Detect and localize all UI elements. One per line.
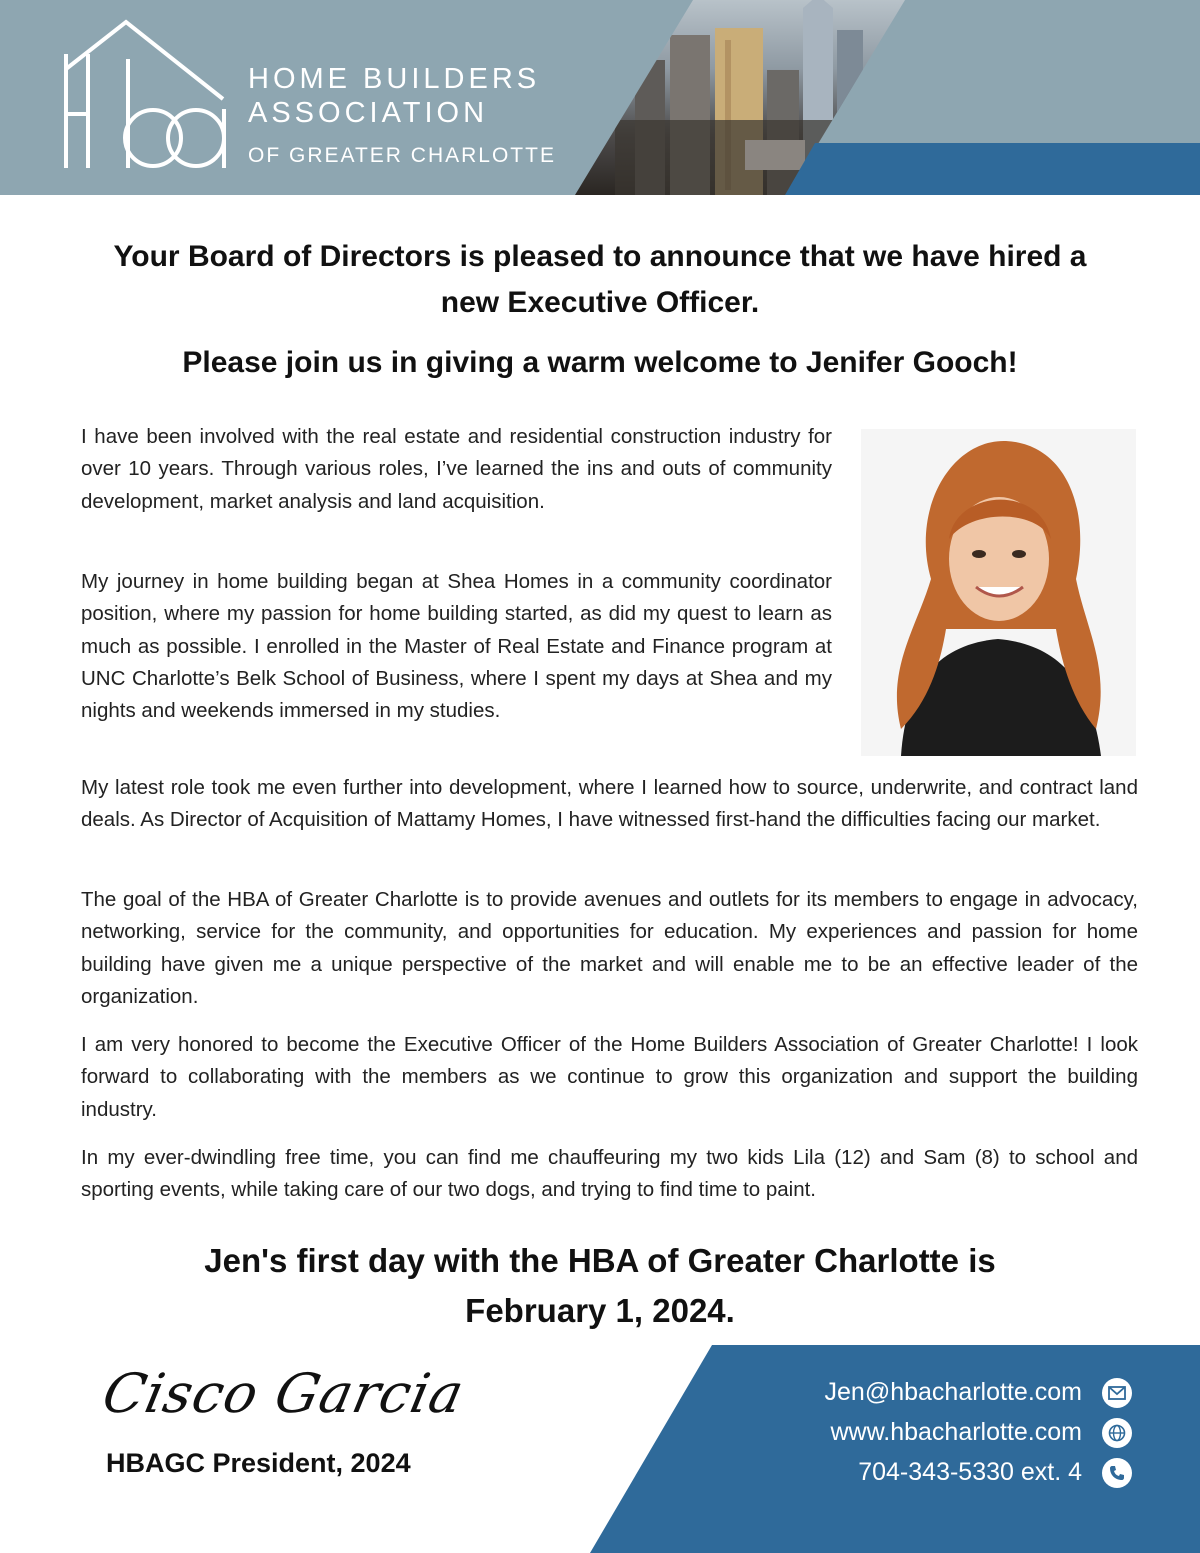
contact-website[interactable] (830, 1418, 1082, 1447)
portrait-illustration (861, 429, 1136, 756)
org-name-line2: ASSOCIATION (248, 97, 489, 129)
president-title: HBAGC President, 2024 (106, 1448, 411, 1478)
body-paragraph: My journey in home building began at Shea Homes in a community coordinator position, where my passion for home building started, as did my quest to learn as much as possible. I enrolled in the Master of Real Estate and Finance program at UNC Charlotte’s Belk School of Business, where I spent my days at Shea and my nights and weekends immersed in my studies. (81, 570, 832, 723)
website-link[interactable]: www.hbacharlotte.com (830, 1418, 1082, 1446)
envelope-icon (1102, 1378, 1132, 1408)
body-paragraph: I am very honored to become the Executive Officer of the Home Builders Association of Greater Charlotte! I look forward to collaborating with the members as we continue to grow this organization and support the building industry. (81, 1033, 1138, 1121)
body-paragraph: I have been involved with the real estate and residential construction industry for over 10 years. Through various roles, I’ve learned the ins and outs of community development, market analysis and land acquisition. (81, 425, 832, 513)
phone-number[interactable]: 704-343-5330 ext. 4 (858, 1458, 1082, 1486)
house-roof-icon (58, 14, 238, 174)
org-name-line3: OF GREATER CHARLOTTE (248, 144, 556, 167)
email-link[interactable]: Jen@hbacharlotte.com (824, 1378, 1082, 1406)
president-signature: Cisco Garcia (97, 1362, 470, 1425)
org-name-line1: HOME BUILDERS (248, 63, 541, 95)
announcement-headline: Your Board of Directors is pleased to announce that we have hired a new Executive Officer. (113, 240, 1087, 319)
org-name (248, 62, 556, 168)
start-date-line2: February 1, 2024. (465, 1292, 735, 1329)
start-date-announcement (100, 1236, 1100, 1336)
globe-icon (1102, 1418, 1132, 1448)
welcome-headline: Please join us in giving a warm welcome to Jenifer Gooch! (182, 346, 1018, 379)
header-banner (0, 0, 1200, 195)
contact-email[interactable] (825, 1378, 1082, 1407)
body-paragraph: The goal of the HBA of Greater Charlotte is to provide avenues and outlets for its members to engage in advocacy, networking, service for the community, and opportunities for education. My experiences and passion for home building have given me a unique perspective of the market and will enable me to be an effective leader of the organization. (81, 888, 1138, 1008)
phone-icon (1102, 1458, 1132, 1488)
contact-phone[interactable] (858, 1458, 1082, 1487)
body-paragraph: My latest role took me even further into development, where I learned how to source, underwrite, and contract land deals. As Director of Acquisition of Mattamy Homes, I have witnessed first-hand the difficulties facing our market. (81, 776, 1138, 832)
start-date-line1: Jen's first day with the HBA of Greater Charlotte is (204, 1242, 996, 1279)
hba-logo (58, 14, 238, 179)
jenifer-gooch-portrait (861, 429, 1136, 756)
body-paragraph: In my ever-dwindling free time, you can find me chauffeuring my two kids Lila (12) and Sam (8) to school and sporting events, while taking care of our two dogs, and trying to find time to paint. (81, 1146, 1138, 1202)
